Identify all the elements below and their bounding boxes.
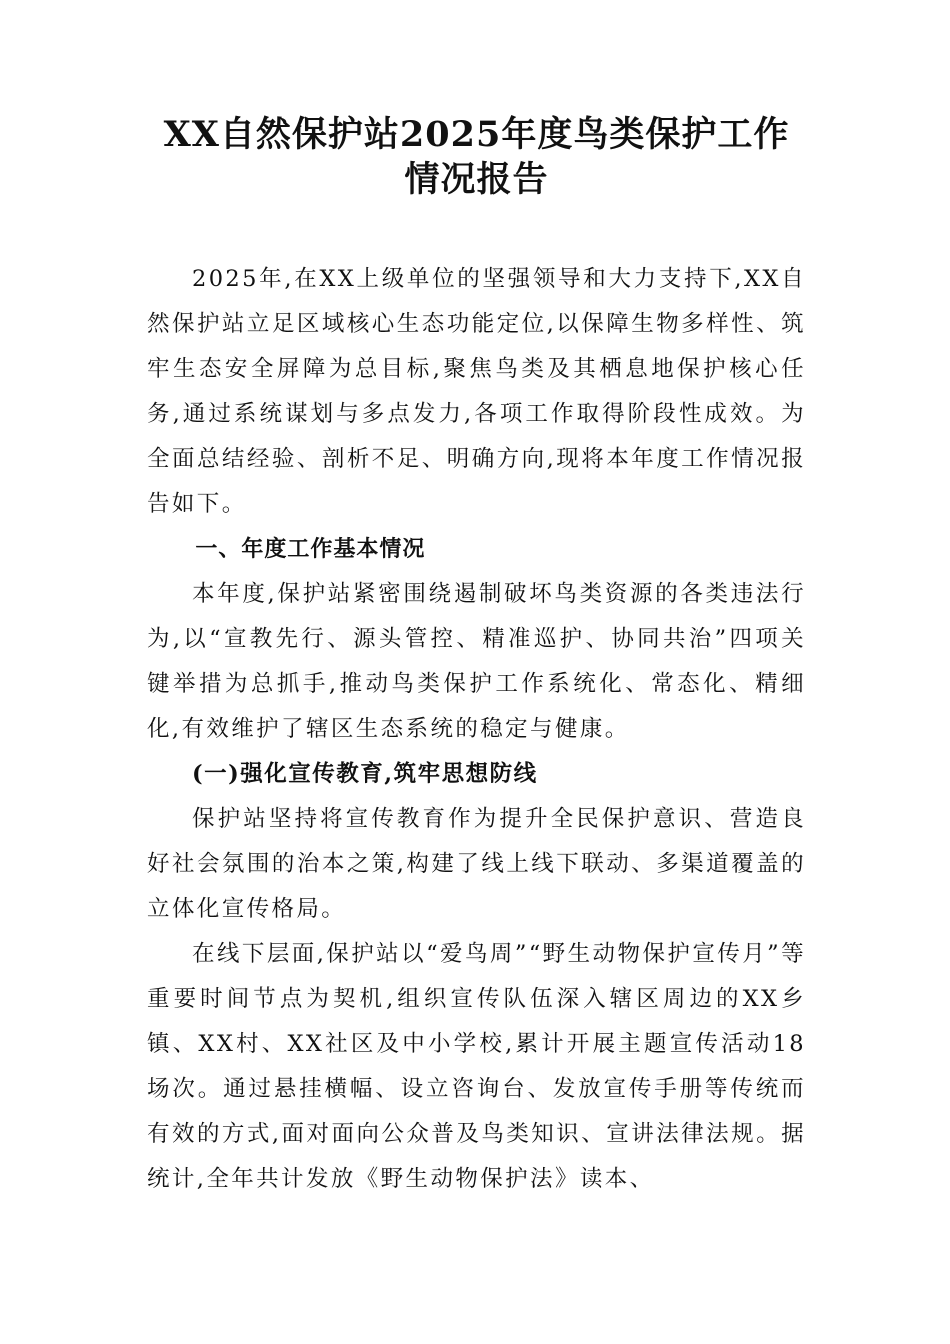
intro-paragraph: 2025年,在XX上级单位的坚强领导和大力支持下,XX自然保护站立足区域核心生态功能定位,以保障生物多样性、筑牢生态安全屏障为总目标,聚焦鸟类及其栖息地保护核心任务,通过系统谋划与多点发力,各项工作取得阶段性成效。为全面总结经验、剖析不足、明确方向,现将本年度工作情况报告如下。 [147,266,806,517]
section-1-heading: 一、年度工作基本情况 [195,537,426,562]
document-page [147,112,806,1202]
section-1-paragraph: 本年度,保护站紧密围绕遏制破坏鸟类资源的各类违法行为,以“宣教先行、源头管控、精准巡护、协同共治”四项关键举措为总抓手,推动鸟类保护工作系统化、常态化、精细化,有效维护了辖区生态系统的稳定与健康。 [147,581,806,742]
document-title: XX自然保护站2025年度鸟类保护工作情况报告 [163,114,790,200]
subsection-1-paragraph-1: 保护站坚持将宣传教育作为提升全民保护意识、营造良好社会氛围的治本之策,构建了线上线下联动、多渠道覆盖的立体化宣传格局。 [147,806,806,922]
subsection-1-paragraph-2: 在线下层面,保护站以“爱鸟周”“野生动物保护宣传月”等重要时间节点为契机,组织宣传队伍深入辖区周边的XX乡镇、XX村、XX社区及中小学校,累计开展主题宣传活动18场次。通过悬挂横幅、设立咨询台、发放宣传手册等传统而有效的方式,面对面向公众普及鸟类知识、宣讲法律法规。据统计,全年共计发放《野生动物保护法》读本、 [147,941,806,1192]
subsection-1-heading: (一)强化宣传教育,筑牢思想防线 [192,761,538,787]
